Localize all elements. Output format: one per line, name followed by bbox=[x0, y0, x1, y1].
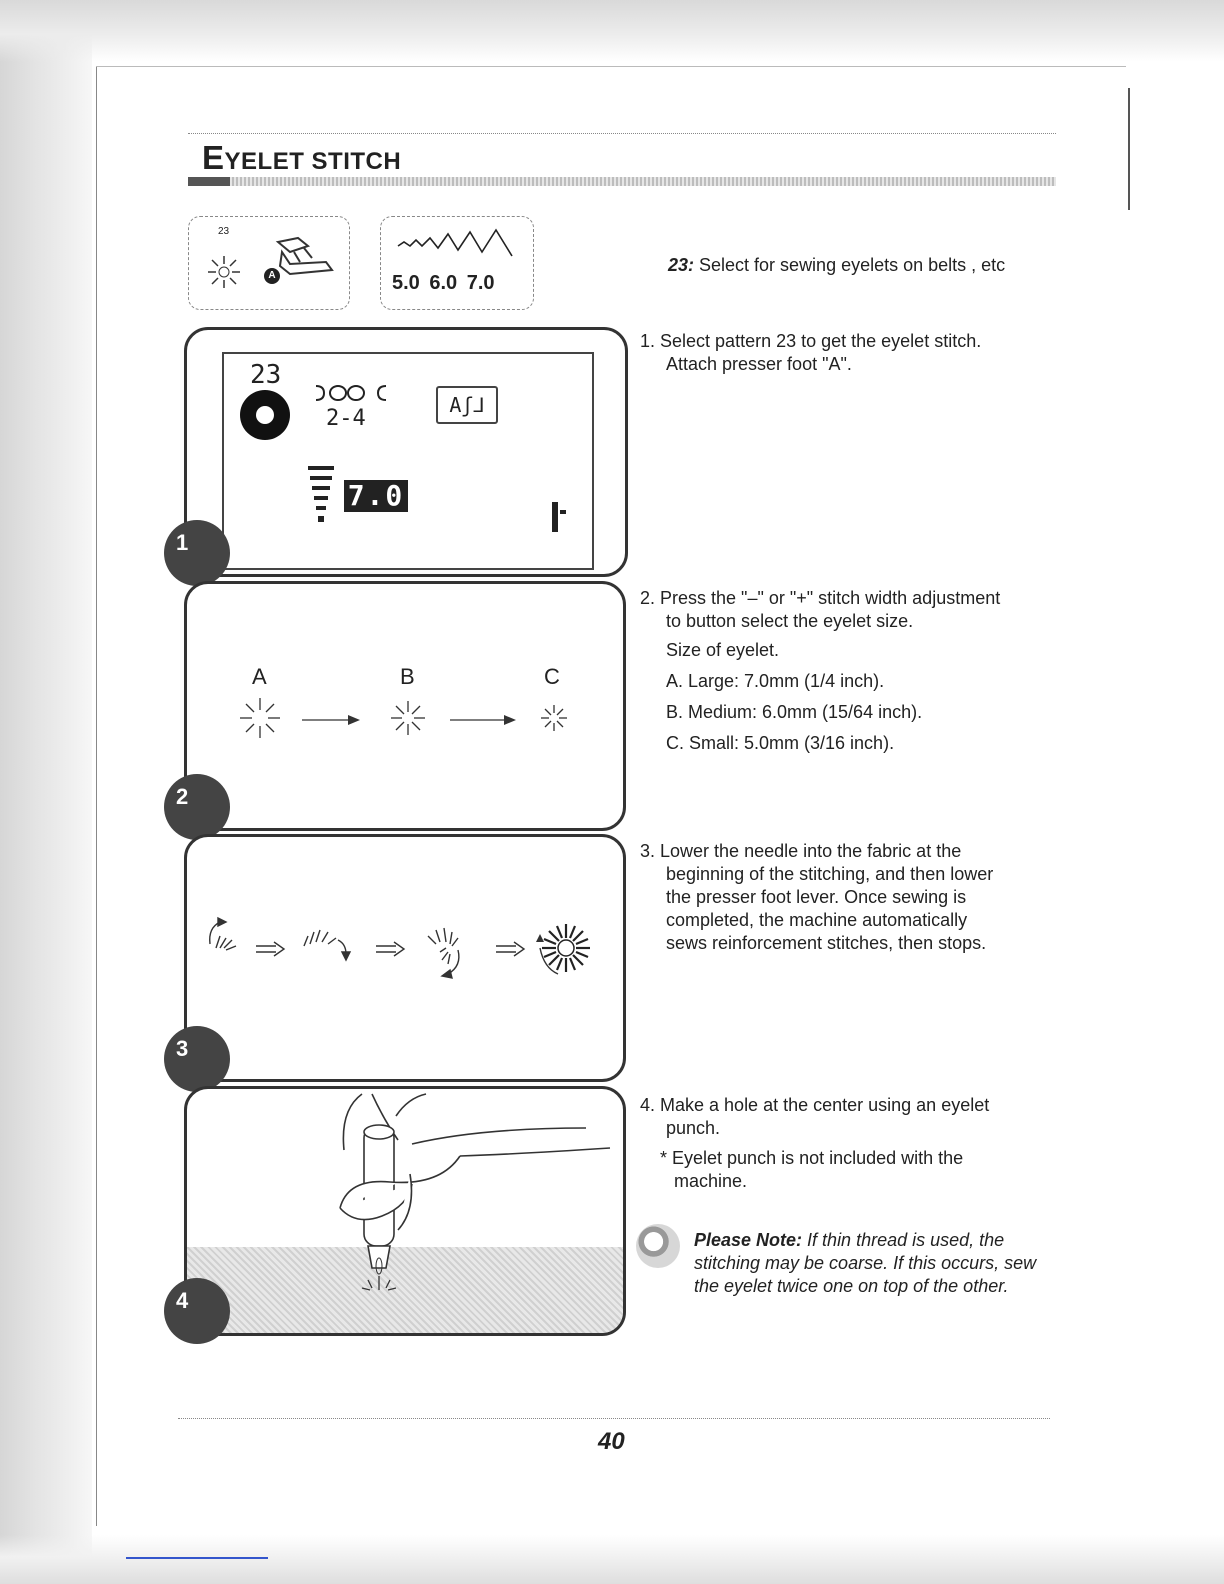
page-frame-top bbox=[96, 66, 1126, 67]
step-2-line-4: A. Large: 7.0mm (1/4 inch). bbox=[666, 671, 885, 691]
scan-shadow-left bbox=[0, 0, 92, 1584]
pattern-number: 23 bbox=[218, 226, 230, 237]
eyelet-punch-illustration bbox=[300, 1090, 620, 1310]
step-2-line-6: C. Small: 5.0mm (3/16 inch). bbox=[666, 733, 895, 753]
note-label: Please Note: bbox=[694, 1230, 803, 1250]
description-text: Select for sewing eyelets on belts , etc bbox=[694, 255, 1006, 275]
size-label-b: B bbox=[400, 664, 415, 689]
scan-shadow-top bbox=[0, 0, 1224, 62]
step-3-line-2: beginning of the stitching, and then lower bbox=[666, 864, 994, 884]
step-2-line-5: B. Medium: 6.0mm (15/64 inch). bbox=[666, 702, 923, 722]
step-3-line-1: 3. Lower the needle into the fabric at the bbox=[640, 841, 962, 861]
pattern-description bbox=[668, 255, 1005, 276]
step-2-line-1: 2. Press the "–" or "+" stitch width adjustment bbox=[640, 588, 1001, 608]
note-text: If thin thread is used, the stitching may be coarse. If this occurs, sew the eyelet twice one on top of the other. bbox=[694, 1230, 1037, 1296]
lcd-pattern-number: 23 bbox=[250, 360, 282, 390]
presser-foot-icon bbox=[260, 236, 336, 280]
lcd-eyelet-icon bbox=[240, 390, 290, 440]
page-frame-left bbox=[96, 66, 97, 1526]
description-label: 23: bbox=[668, 255, 695, 275]
zigzag-stitch-icon bbox=[396, 226, 520, 262]
title-underline-accent bbox=[188, 177, 230, 186]
title-initial: E bbox=[202, 139, 225, 176]
step-3-line-4: completed, the machine automatically bbox=[666, 910, 968, 930]
page-title bbox=[202, 139, 401, 177]
step-4-line-1: 4. Make a hole at the center using an eyelet bbox=[640, 1095, 990, 1115]
step-badge-1: 1 bbox=[164, 520, 230, 586]
needle-position-icon bbox=[550, 500, 570, 534]
step-2-line-3: Size of eyelet. bbox=[666, 640, 780, 660]
lcd-width-display: 7.0 bbox=[344, 480, 408, 512]
footer-rule bbox=[178, 1418, 1050, 1419]
step-badge-4: 4 bbox=[164, 1278, 230, 1344]
lcd-buttonhole-icon bbox=[312, 382, 392, 404]
eyelet-size-diagram bbox=[236, 696, 592, 746]
foot-a-badge: A bbox=[264, 268, 280, 284]
step-4-text bbox=[640, 1094, 1054, 1193]
step-3-line-5: sews reinforcement stitches, then stops. bbox=[666, 933, 987, 953]
step-3-text bbox=[640, 840, 1054, 955]
title-rest: YELET STITCH bbox=[224, 148, 402, 175]
step-1-text bbox=[640, 330, 1054, 376]
eyelet-icon bbox=[206, 254, 242, 290]
step-2-text bbox=[640, 587, 1054, 757]
width-values: 5.0 6.0 7.0 bbox=[392, 272, 495, 294]
note-icon bbox=[636, 1224, 680, 1268]
lcd-foot-indicator: Aʃ⅃ bbox=[436, 386, 498, 424]
scan-bottom-mark bbox=[126, 1557, 268, 1559]
lcd-range: 2-4 bbox=[326, 406, 366, 431]
page-number: 40 bbox=[598, 1428, 625, 1455]
scan-edge-mark bbox=[1128, 88, 1130, 210]
size-label-c: C bbox=[544, 664, 560, 689]
scan-shadow-bottom bbox=[0, 1535, 1224, 1584]
step-1-line-1: 1. Select pattern 23 to get the eyelet stitch. bbox=[640, 331, 982, 351]
title-rule bbox=[188, 133, 1056, 134]
step-2-line-2: to button select the eyelet size. bbox=[666, 611, 914, 631]
step-badge-3: 3 bbox=[164, 1026, 230, 1092]
step-1-line-2: Attach presser foot "A". bbox=[666, 354, 852, 374]
please-note bbox=[694, 1229, 1050, 1298]
step-3-line-3: the presser foot lever. Once sewing is bbox=[666, 887, 967, 907]
width-bar-icon bbox=[306, 464, 336, 526]
title-underline-bar bbox=[188, 177, 1056, 186]
sewing-sequence-diagram bbox=[196, 910, 596, 986]
step-badge-2: 2 bbox=[164, 774, 230, 840]
step-4-line-2: punch. bbox=[666, 1118, 721, 1138]
size-label-a: A bbox=[252, 664, 267, 689]
step-4-line-4: machine. bbox=[674, 1171, 748, 1191]
step-4-line-3: * Eyelet punch is not included with the bbox=[660, 1148, 964, 1168]
